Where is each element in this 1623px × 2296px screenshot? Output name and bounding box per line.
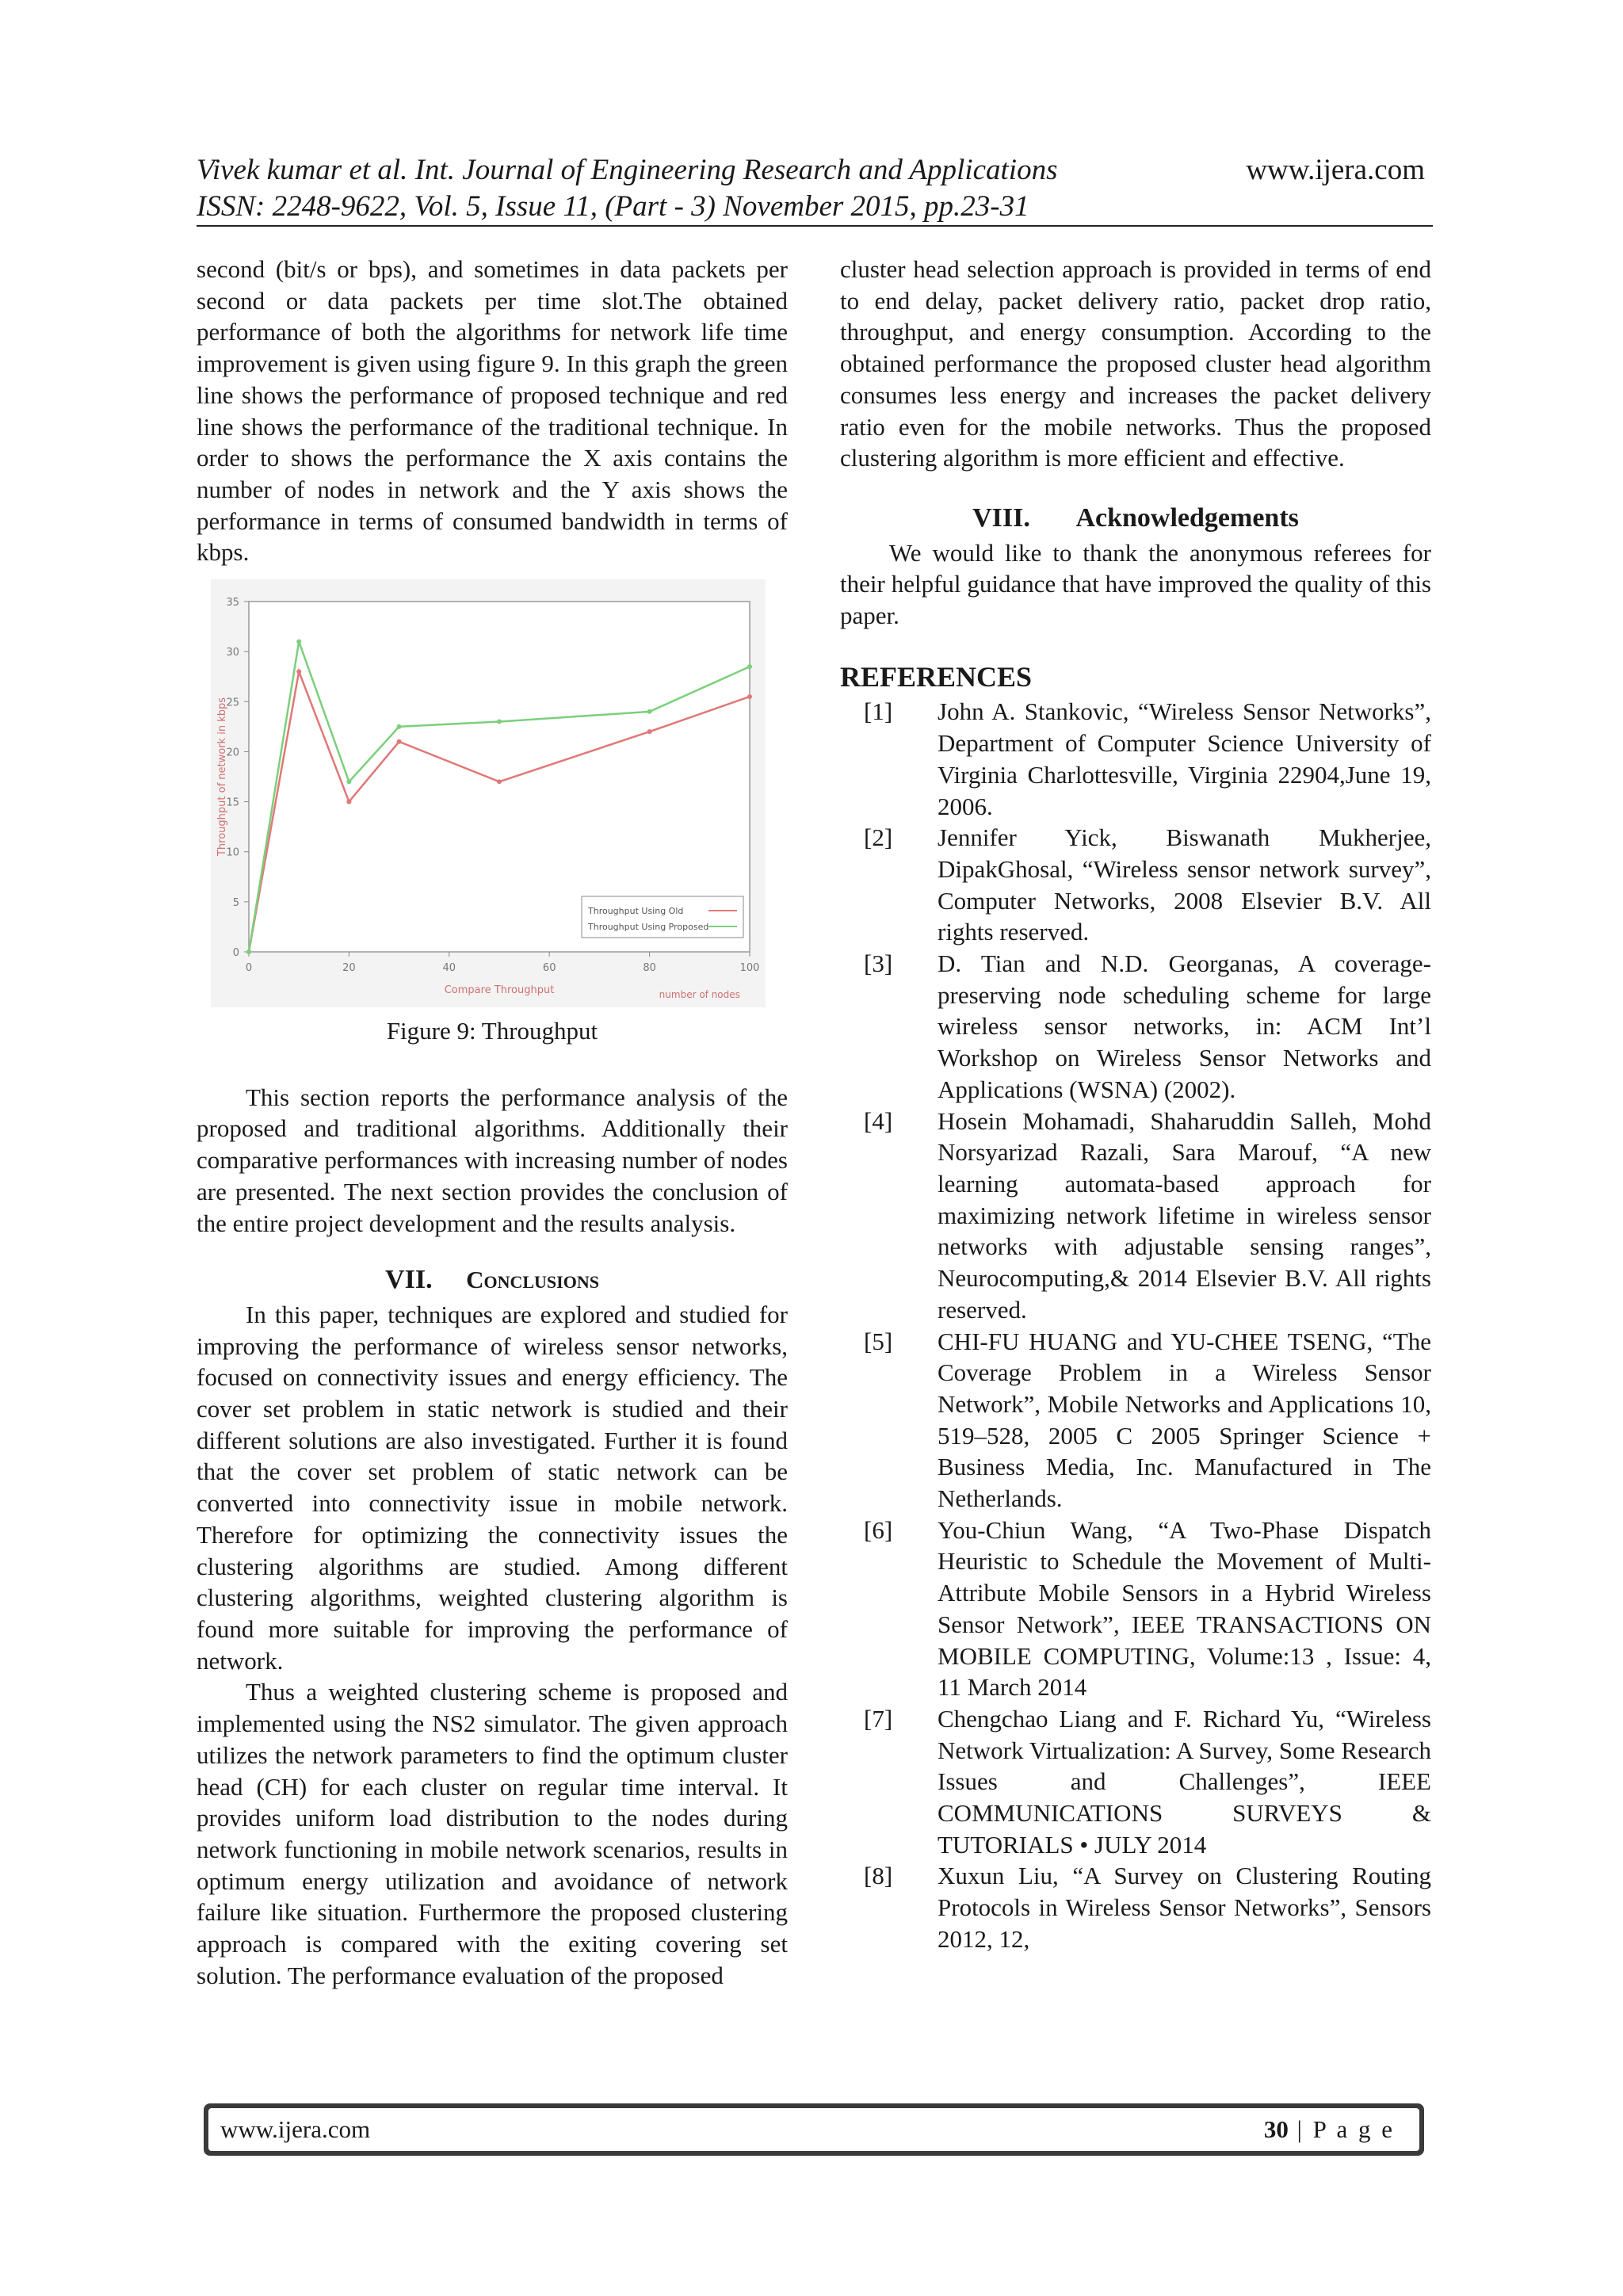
paragraph-conclusions-2: Thus a weighted clustering scheme is proposed and implemented using the NS2 simulator. The given approach utilizes the network parameters to find the optimum cluster head (CH) for each cluster on regular time interval. It provides uniform load distribution to the nodes during network functioning in mobile network scenarios, results in optimum energy utilization and avoidance of network failure like situation. Furthermore the proposed clustering approach is compared with the exiting covering set solution. The performance evaluation of the proposed [197, 1678, 788, 1989]
data-point [346, 779, 351, 784]
figure-9 [197, 579, 788, 1047]
reference-number: [6] [864, 1515, 893, 1544]
reference-item [840, 1515, 1431, 1703]
data-point [296, 669, 301, 674]
reference-text: You-Chiun Wang, “A Two-Phase Dispatch Heuristic to Schedule the Movement of Multi-Attribute Mobile Sensors in a Hybrid Wireless Sensor Network”, IEEE TRANSACTIONS ON MOBILE COMPUTING, Volume:13 , Issue: 4, 11 March 2014 [938, 1515, 1431, 1702]
header-divider [197, 225, 1433, 227]
x-tick-label: 60 [542, 962, 556, 975]
paragraph-performance-analysis: This section reports the performance analysis of the proposed and traditional algorithms. Additionally their comparative performances with increasing number of nodes are presented. The next section provides the conclusion of the entire project development and the results analysis. [197, 1083, 788, 1237]
reference-number: [5] [864, 1327, 893, 1355]
reference-number: [8] [864, 1862, 893, 1890]
header-journal-line: Vivek kumar et al. Int. Journal of Engineering Research and Applications [197, 154, 1058, 186]
section-heading-conclusions [197, 1264, 788, 1296]
x-tick-label: 0 [245, 962, 253, 975]
data-point [246, 949, 251, 954]
right-column [840, 254, 1431, 1955]
footer-site-link[interactable]: www.ijera.com [220, 2115, 371, 2143]
left-column [197, 254, 788, 1991]
page-number: 30 [1263, 2115, 1289, 2143]
ack-number: VIII. [972, 502, 1030, 533]
figure-caption: Figure 9: Throughput [386, 1017, 598, 1045]
data-point [497, 720, 502, 724]
data-point [397, 739, 402, 744]
data-point [647, 709, 652, 714]
y-tick-label: 20 [226, 747, 239, 759]
reference-number: [2] [864, 823, 893, 852]
reference-text: Chengchao Liang and F. Richard Yu, “Wireless Network Virtualization: A Survey, Some Research Issues and Challenges”, IEEE COMMUNICATIONS SURVEYS & TUTORIALS • JULY 2014 [938, 1704, 1431, 1859]
legend-label: Throughput Using Proposed [588, 922, 709, 933]
reference-text: John A. Stankovic, “Wireless Sensor Networks”, Department of Computer Science University of Virginia Charlottesville, Virginia 22904,June 19, 2006. [938, 697, 1431, 820]
reference-text: D. Tian and N.D. Georganas, A coverage-preserving node scheduling scheme for large wireless sensor networks, in: ACM Int’l Workshop on Wireless Sensor Networks and Applications (WSNA) (2002). [938, 949, 1431, 1103]
reference-text: Hosein Mohamadi, Shaharuddin Salleh, Mohd Norsyarizad Razali, Sara Marouf, “A new learning automata-based approach for maximizing network lifetime in wireless sensor networks with adjustable sensing ranges”, Neurocomputing,& 2014 Elsevier B.V. All rights reserved. [938, 1106, 1431, 1324]
y-axis-label: Throughput of network in kbps [216, 697, 228, 857]
x-tick-label: 100 [739, 962, 760, 975]
reference-item [840, 822, 1431, 948]
ack-title: Acknowledgements [1075, 502, 1299, 533]
reference-number: [3] [864, 949, 893, 978]
data-point [346, 800, 351, 804]
header-site-link[interactable]: www.ijera.com [1246, 154, 1425, 186]
y-tick-label: 0 [232, 947, 239, 960]
paragraph-acknowledgements: We would like to thank the anonymous referees for their helpful guidance that have improved the quality of this paper. [840, 538, 1431, 630]
paragraph-conclusions-1: In this paper, techniques are explored and studied for improving the performance of wireless sensor networks, focused on connectivity issues and energy efficiency. The cover set problem in static network is studied and their different solutions are also investigated. Further it is found that the cover set problem of static network can be converted into connectivity issue in mobile network. Therefore for optimizing the connectivity issues the clustering algorithms are studied. Among different clustering algorithms, weighted clustering algorithm is found more suitable for improving the performance of network. [197, 1300, 788, 1675]
reference-text: Jennifer Yick, Biswanath Mukherjee, DipakGhosal, “Wireless sensor network survey”, Computer Networks, 2008 Elsevier B.V. All rights reserved. [938, 823, 1431, 946]
data-point [747, 664, 752, 669]
y-tick-label: 25 [226, 697, 239, 709]
reference-number: [7] [864, 1704, 893, 1733]
section-title: Conclusions [466, 1266, 599, 1294]
y-tick-label: 5 [232, 896, 239, 909]
references-list [840, 696, 1431, 1954]
legend-label: Throughput Using Old [588, 906, 684, 917]
y-tick-label: 35 [226, 597, 239, 609]
reference-item [840, 1106, 1431, 1326]
reference-item [840, 1860, 1431, 1954]
reference-item [840, 948, 1431, 1106]
reference-number: [1] [864, 697, 893, 726]
x-axis-label: Compare Throughput [444, 984, 555, 997]
references-heading: REFERENCES [840, 660, 1033, 693]
reference-item [840, 1703, 1431, 1861]
data-point [497, 779, 502, 784]
section-number: VII. [385, 1265, 433, 1295]
y-tick-label: 15 [226, 797, 239, 809]
reference-item [840, 1326, 1431, 1515]
header-issn-line: ISSN: 2248-9622, Vol. 5, Issue 11, (Part - 3) November 2015, pp.23-31 [197, 190, 1029, 223]
x-axis-note: number of nodes [659, 989, 740, 1001]
section-heading-acknowledgements [840, 502, 1431, 534]
data-point [647, 729, 652, 734]
reference-number: [4] [864, 1106, 893, 1135]
data-point [296, 640, 301, 644]
data-point [747, 694, 752, 699]
x-tick-label: 40 [442, 962, 456, 975]
running-header [197, 152, 1057, 225]
reference-item [840, 696, 1431, 822]
paragraph-throughput-intro: second (bit/s or bps), and sometimes in data packets per second or data packets per time slot.The obtained performance of both the algorithms for network life time improvement is given using figure 9. In this graph the green line shows the performance of proposed technique and red line shows the performance of the traditional technique. In order to shows the performance the X axis contains the number of nodes in network and the Y axis shows the performance in terms of consumed bandwidth in terms of kbps. [197, 255, 788, 567]
y-tick-label: 30 [226, 647, 239, 659]
y-tick-label: 10 [226, 846, 239, 859]
data-point [397, 724, 402, 729]
reference-text: CHI-FU HUANG and YU-CHEE TSENG, “The Coverage Problem in a Wireless Sensor Network”, Mobile Networks and Applications 10, 519–528, 2005 C 2005 Springer Science + Business Media, Inc. Manufactured in The Netherlands. [938, 1327, 1431, 1513]
page-suffix: | P a g e [1288, 2115, 1395, 2143]
x-tick-label: 20 [342, 962, 356, 975]
paragraph-conclusions-continued: cluster head selection approach is provided in terms of end to end delay, packet delivery ratio, packet drop ratio, throughput, and energy consumption. According to the obtained performance the proposed cluster head algorithm consumes less energy and increases the packet delivery ratio even for the mobile networks. Thus the proposed clustering algorithm is more efficient and effective. [840, 255, 1431, 472]
reference-text: Xuxun Liu, “A Survey on Clustering Routing Protocols in Wireless Sensor Networks”, Sensors 2012, 12, [938, 1862, 1431, 1953]
footer-bar [204, 2103, 1424, 2156]
footer-page-number [1264, 2115, 1395, 2145]
throughput-chart [211, 579, 766, 1007]
x-tick-label: 80 [643, 962, 656, 975]
